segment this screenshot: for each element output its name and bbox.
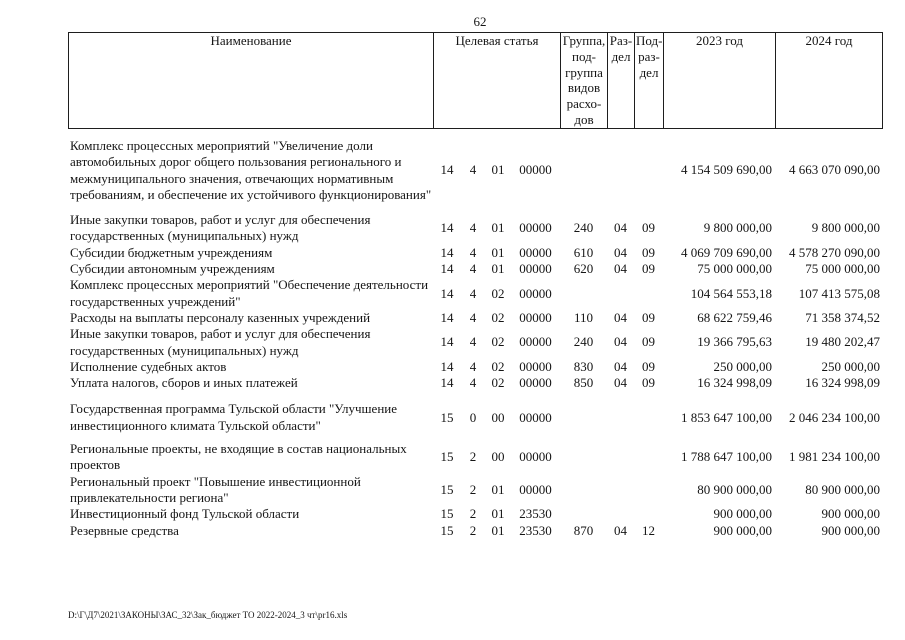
target-article-program: 14 xyxy=(440,309,454,325)
target-article-element: 00 xyxy=(491,409,505,425)
target-article-program: 14 xyxy=(440,375,454,391)
target-article-program: 14 xyxy=(440,285,454,301)
amount-2023: 1 853 647 100,00 xyxy=(681,409,772,425)
target-article-subprogram: 4 xyxy=(469,261,477,277)
target-article-program: 15 xyxy=(440,409,454,425)
target-article-direction: 00000 xyxy=(519,449,552,465)
section: 04 xyxy=(614,244,627,260)
amount-2024: 1 981 234 100,00 xyxy=(789,449,880,465)
target-article-element: 01 xyxy=(491,481,505,497)
subsection: 09 xyxy=(642,334,655,350)
file-path-footer: D:\Г\Д7\2021\ЗАКОНЫ\ЗАС_32\Зак_бюджет ТО 2022-2024_3 чт\pr16.xls xyxy=(68,610,348,620)
target-article-element: 01 xyxy=(491,522,505,538)
target-article-element: 02 xyxy=(491,285,505,301)
row-name: Субсидии бюджетным учреждениям xyxy=(70,244,273,260)
target-article-program: 14 xyxy=(440,162,454,178)
subsection: 09 xyxy=(642,244,655,260)
table-row xyxy=(68,506,882,522)
amount-2023: 19 366 795,63 xyxy=(697,334,772,350)
amount-2023: 4 154 509 690,00 xyxy=(681,162,772,178)
target-article-subprogram: 4 xyxy=(469,285,477,301)
section: 04 xyxy=(614,334,627,350)
row-name: Иные закупки товаров, работ и услуг для обеспечения государственных (муниципальных) нужд xyxy=(70,212,371,244)
target-article-subprogram: 4 xyxy=(469,309,477,325)
target-article-program: 15 xyxy=(440,506,454,522)
target-article-direction: 00000 xyxy=(519,162,552,178)
row-name: Расходы на выплаты персоналу казенных учреждений xyxy=(70,309,371,325)
target-article-subprogram: 4 xyxy=(469,334,477,350)
table-row xyxy=(68,359,882,375)
target-article-subprogram: 2 xyxy=(469,506,477,522)
target-article-element: 01 xyxy=(491,162,505,178)
target-article-direction: 00000 xyxy=(519,244,552,260)
header-year-2023: 2023 год xyxy=(664,33,776,129)
target-article-subprogram: 2 xyxy=(469,522,477,538)
amount-2023: 250 000,00 xyxy=(713,358,772,374)
table-row xyxy=(68,138,882,203)
row-name: Исполнение судебных актов xyxy=(70,358,227,374)
table-row xyxy=(68,212,882,245)
header-section: Раз- дел xyxy=(608,33,635,129)
amount-2023: 900 000,00 xyxy=(713,506,772,522)
expense-group: 870 xyxy=(573,522,594,538)
target-article-subprogram: 4 xyxy=(469,358,477,374)
row-name: Субсидии автономным учреждениям xyxy=(70,261,275,277)
amount-2024: 19 480 202,47 xyxy=(805,334,880,350)
expense-group: 240 xyxy=(573,220,594,236)
table-row xyxy=(68,441,882,474)
target-article-direction: 00000 xyxy=(519,220,552,236)
section: 04 xyxy=(614,522,627,538)
target-article-element: 00 xyxy=(491,449,505,465)
target-article-element: 02 xyxy=(491,375,505,391)
expense-group: 830 xyxy=(573,358,594,374)
target-article-program: 14 xyxy=(440,261,454,277)
target-article-direction: 00000 xyxy=(519,309,552,325)
expense-group: 620 xyxy=(573,261,594,277)
subsection: 09 xyxy=(642,309,655,325)
target-article-direction: 23530 xyxy=(519,522,552,538)
target-article-program: 15 xyxy=(440,522,454,538)
expense-group: 240 xyxy=(573,334,594,350)
page-number: 62 xyxy=(473,14,487,29)
target-article-subprogram: 4 xyxy=(469,244,477,260)
target-article-subprogram: 4 xyxy=(469,375,477,391)
header-year-2024: 2024 год xyxy=(776,33,883,129)
target-article-subprogram: 2 xyxy=(469,449,477,465)
header-name: Наименование xyxy=(69,33,434,129)
target-article-program: 14 xyxy=(440,244,454,260)
section: 04 xyxy=(614,220,627,236)
header-subsection: Под- раз- дел xyxy=(635,33,664,129)
header-expense-group: Группа, под- группа видов расхо- дов xyxy=(561,33,608,129)
section: 04 xyxy=(614,358,627,374)
target-article-direction: 00000 xyxy=(519,285,552,301)
amount-2023: 75 000 000,00 xyxy=(697,261,772,277)
target-article-program: 14 xyxy=(440,334,454,350)
table-row xyxy=(68,310,882,326)
amount-2024: 4 578 270 090,00 xyxy=(789,244,880,260)
section: 04 xyxy=(614,309,627,325)
target-article-direction: 00000 xyxy=(519,375,552,391)
amount-2023: 16 324 998,09 xyxy=(697,375,772,391)
table-body xyxy=(68,128,882,539)
amount-2023: 9 800 000,00 xyxy=(703,220,772,236)
amount-2024: 250 000,00 xyxy=(821,358,880,374)
target-article-direction: 00000 xyxy=(519,409,552,425)
target-article-direction: 23530 xyxy=(519,506,552,522)
table-row xyxy=(68,326,882,359)
table-header xyxy=(68,32,883,129)
target-article-direction: 00000 xyxy=(519,261,552,277)
target-article-direction: 00000 xyxy=(519,481,552,497)
target-article-element: 02 xyxy=(491,334,505,350)
target-article-direction: 00000 xyxy=(519,358,552,374)
amount-2024: 80 900 000,00 xyxy=(805,481,880,497)
target-article-element: 02 xyxy=(491,309,505,325)
subsection: 09 xyxy=(642,220,655,236)
target-article-element: 01 xyxy=(491,261,505,277)
section: 04 xyxy=(614,261,627,277)
expense-group: 610 xyxy=(573,244,594,260)
row-name: Государственная программа Тульской области "Улучшение инвестиционного климата Тульской области" xyxy=(70,401,398,433)
amount-2024: 900 000,00 xyxy=(821,506,880,522)
row-name: Иные закупки товаров, работ и услуг для обеспечения государственных (муниципальных) нужд xyxy=(70,326,371,358)
table-row xyxy=(68,523,882,539)
table-row xyxy=(68,245,882,261)
subsection: 12 xyxy=(642,522,655,538)
row-name: Комплекс процессных мероприятий "Обеспечение деятельности государственных учреждений" xyxy=(70,277,429,309)
row-name: Региональный проект "Повышение инвестиционной привлекательности региона" xyxy=(70,473,361,505)
target-article-element: 01 xyxy=(491,220,505,236)
row-name: Комплекс процессных мероприятий "Увеличение доли автомобильных дорог общего пользования регионального и межмуниципального значения, отвечающих нормативным требованиям, и обеспечение их устойчивого функционирования" xyxy=(70,138,432,202)
amount-2023: 4 069 709 690,00 xyxy=(681,244,772,260)
row-name: Уплата налогов, сборов и иных платежей xyxy=(70,375,298,391)
amount-2023: 80 900 000,00 xyxy=(697,481,772,497)
subsection: 09 xyxy=(642,375,655,391)
amount-2024: 16 324 998,09 xyxy=(805,375,880,391)
amount-2024: 2 046 234 100,00 xyxy=(789,409,880,425)
row-name: Инвестиционный фонд Тульской области xyxy=(70,506,300,522)
row-name: Резервные средства xyxy=(70,522,179,538)
target-article-program: 15 xyxy=(440,481,454,497)
amount-2024: 9 800 000,00 xyxy=(811,220,880,236)
target-article-direction: 00000 xyxy=(519,334,552,350)
subsection: 09 xyxy=(642,358,655,374)
target-article-subprogram: 0 xyxy=(469,409,477,425)
amount-2024: 4 663 070 090,00 xyxy=(789,162,880,178)
amount-2023: 104 564 553,18 xyxy=(690,285,772,301)
amount-2024: 71 358 374,52 xyxy=(805,309,880,325)
amount-2024: 107 413 575,08 xyxy=(798,285,880,301)
target-article-element: 01 xyxy=(491,506,505,522)
header-target-article: Целевая статья xyxy=(434,33,561,129)
table-row xyxy=(68,277,882,310)
table-row xyxy=(68,261,882,277)
target-article-program: 14 xyxy=(440,358,454,374)
target-article-program: 14 xyxy=(440,220,454,236)
row-name: Региональные проекты, не входящие в состав национальных проектов xyxy=(70,441,407,473)
amount-2024: 900 000,00 xyxy=(821,522,880,538)
subsection: 09 xyxy=(642,261,655,277)
header-row xyxy=(69,33,883,129)
amount-2023: 1 788 647 100,00 xyxy=(681,449,772,465)
target-article-program: 15 xyxy=(440,449,454,465)
expense-group: 110 xyxy=(573,309,594,325)
table-row xyxy=(68,401,882,434)
section: 04 xyxy=(614,375,627,391)
expense-group: 850 xyxy=(573,375,594,391)
table-row xyxy=(68,474,882,507)
table-row xyxy=(68,375,882,391)
amount-2023: 68 622 759,46 xyxy=(697,309,772,325)
target-article-element: 02 xyxy=(491,358,505,374)
target-article-element: 01 xyxy=(491,244,505,260)
target-article-subprogram: 4 xyxy=(469,220,477,236)
target-article-subprogram: 2 xyxy=(469,481,477,497)
amount-2024: 75 000 000,00 xyxy=(805,261,880,277)
amount-2023: 900 000,00 xyxy=(713,522,772,538)
target-article-subprogram: 4 xyxy=(469,162,477,178)
